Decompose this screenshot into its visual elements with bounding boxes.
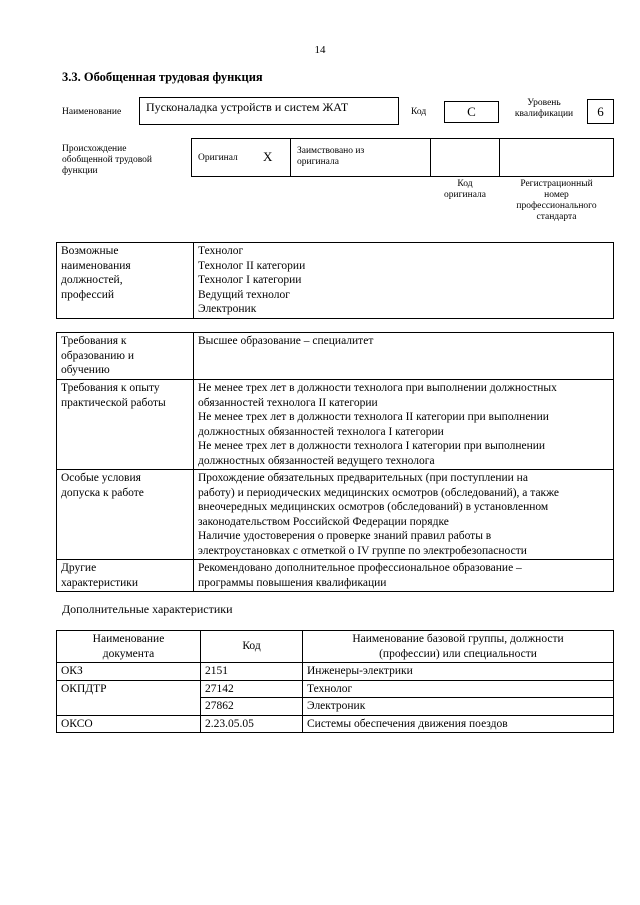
- code-original-caption-line: Код: [457, 179, 473, 189]
- reg-number-caption-line: номер: [544, 190, 569, 200]
- additional-table: [56, 630, 614, 733]
- additional-header-row: [57, 631, 614, 663]
- header-code: Код: [201, 631, 303, 663]
- position-item: Технолог I категории: [198, 274, 302, 286]
- requirement-label-line: Требования к: [61, 335, 127, 347]
- row-name: Инженеры-электрики: [303, 663, 614, 681]
- requirement-value: [194, 560, 614, 592]
- reg-number-caption: [499, 179, 614, 223]
- origin-label: [62, 144, 152, 177]
- header-doc-line: документа: [102, 647, 155, 660]
- row-name: Электроник: [303, 698, 614, 716]
- row-doc: ОКПДТР: [57, 680, 201, 715]
- additional-title: Дополнительные характеристики: [62, 602, 233, 616]
- positions-label-line: должностей,: [61, 274, 123, 286]
- origin-divider: [499, 138, 500, 177]
- section-title: 3.3. Обобщенная трудовая функция: [62, 70, 263, 84]
- requirement-label-line: характеристики: [61, 576, 139, 589]
- requirement-value-line: работу) и периодических медицинских осмотров (обследований), а также: [198, 486, 560, 499]
- requirement-value-line: электроустановках с отметкой о IV группе по электробезопасности: [198, 544, 527, 557]
- positions-label-line: профессий: [61, 288, 115, 301]
- origin-divider: [430, 138, 431, 177]
- level-label-line: Уровень: [527, 98, 561, 108]
- name-value: Пусконаладка устройств и систем ЖАТ: [146, 100, 349, 114]
- header-name-line: (профессии) или специальности: [379, 647, 537, 660]
- requirement-value-line: Наличие удостоверения о проверке знаний правил работы в: [198, 530, 492, 542]
- requirement-row: [57, 470, 614, 560]
- code-original-caption: [430, 179, 500, 201]
- origin-label-line: функции: [62, 166, 98, 176]
- requirement-value: [194, 380, 614, 470]
- origin-divider: [290, 138, 291, 177]
- requirement-value-line: законодательством Российской Федерации порядке: [198, 515, 449, 528]
- requirement-value-line: должностных обязанностей ведущего технолога: [198, 454, 435, 467]
- position-item: Электроник: [198, 303, 257, 315]
- level-value: 6: [597, 104, 604, 119]
- table-row: [57, 680, 614, 698]
- requirement-value: [194, 470, 614, 560]
- code-value-box: [444, 101, 499, 123]
- origin-label-line: обобщенной трудовой: [62, 155, 152, 165]
- requirement-label-line: обучению: [61, 364, 110, 376]
- table-row: [57, 663, 614, 681]
- reg-number-caption-line: стандарта: [536, 212, 577, 222]
- code-original-caption-line: оригинала: [444, 190, 486, 200]
- requirement-row: [57, 380, 614, 470]
- requirement-value-line: программы повышения квалификации: [198, 576, 387, 589]
- requirement-label: [57, 333, 194, 380]
- row-name: Технолог: [303, 680, 614, 698]
- positions-label-line: наименования: [61, 259, 131, 272]
- positions-label: [57, 243, 194, 319]
- positions-table: [56, 242, 614, 319]
- row-code: 2.23.05.05: [201, 715, 303, 733]
- requirement-value: [194, 333, 614, 380]
- positions-values: [194, 243, 614, 319]
- requirement-value-line: Не менее трех лет в должности технолога при выполнении должностных: [198, 382, 557, 394]
- row-code: 27142: [201, 680, 303, 698]
- reg-number-caption-line: Регистрационный: [520, 179, 593, 189]
- requirement-row: [57, 560, 614, 592]
- header-doc-line: Наименование: [92, 633, 165, 645]
- row-doc: ОКСО: [57, 715, 201, 733]
- borrowed-label-line: оригинала: [297, 157, 339, 167]
- requirement-label-line: Особые условия: [61, 472, 141, 484]
- name-value-box: [139, 97, 399, 125]
- requirement-row: [57, 333, 614, 380]
- row-name: Системы обеспечения движения поездов: [303, 715, 614, 733]
- header-name: [303, 631, 614, 663]
- borrowed-label-line: Заимствовано из: [297, 146, 365, 156]
- table-row: [57, 715, 614, 733]
- requirement-value-line: Не менее трех лет в должности технолога II категории при выполнении: [198, 411, 549, 423]
- requirement-label-line: Требования к опыту: [61, 382, 160, 394]
- original-label: Оригинал: [198, 153, 238, 163]
- name-label: Наименование: [62, 107, 122, 117]
- code-value: C: [467, 104, 476, 119]
- requirement-label: [57, 470, 194, 560]
- position-item: Технолог II категории: [198, 259, 306, 272]
- position-item: Ведущий технолог: [198, 288, 290, 301]
- header-doc: [57, 631, 201, 663]
- level-label-line: квалификации: [514, 109, 574, 119]
- requirement-value-line: должностных обязанностей технолога I категории: [198, 425, 444, 438]
- requirement-label-line: Другие: [61, 562, 97, 574]
- requirements-table: [56, 332, 614, 592]
- requirement-label: [57, 380, 194, 470]
- origin-box: [191, 138, 614, 177]
- requirement-label-line: образованию и: [61, 349, 134, 362]
- row-doc: ОКЗ: [57, 663, 201, 681]
- page-number: 14: [314, 44, 326, 56]
- header-name-line: Наименование базовой группы, должности: [352, 633, 564, 645]
- requirement-value-line: Рекомендовано дополнительное профессиональное образование –: [198, 562, 522, 574]
- code-label: Код: [411, 107, 427, 117]
- origin-label-line: Происхождение: [62, 144, 127, 154]
- requirement-value-line: Прохождение обязательных предварительных (при поступлении на: [198, 472, 528, 484]
- original-mark: X: [263, 149, 273, 164]
- borrowed-label: [297, 146, 364, 168]
- level-value-box: [587, 99, 614, 124]
- requirement-value-line: внеочередных медицинских осмотров (обследований) в установленном: [198, 501, 549, 513]
- requirement-value-line: Не менее трех лет в должности технолога I категории при выполнении: [198, 440, 546, 452]
- level-label: [505, 98, 583, 120]
- reg-number-caption-line: профессионального: [516, 201, 597, 211]
- row-code: 2151: [201, 663, 303, 681]
- position-item: Технолог: [198, 245, 244, 257]
- requirement-label: [57, 560, 194, 592]
- requirement-label-line: практической работы: [61, 396, 166, 409]
- requirement-label-line: допуска к работе: [61, 486, 144, 499]
- row-code: 27862: [201, 698, 303, 716]
- requirement-value-line: обязанностей технолога II категории: [198, 396, 378, 409]
- positions-label-line: Возможные: [61, 245, 119, 257]
- requirement-value-line: Высшее образование – специалитет: [198, 335, 374, 347]
